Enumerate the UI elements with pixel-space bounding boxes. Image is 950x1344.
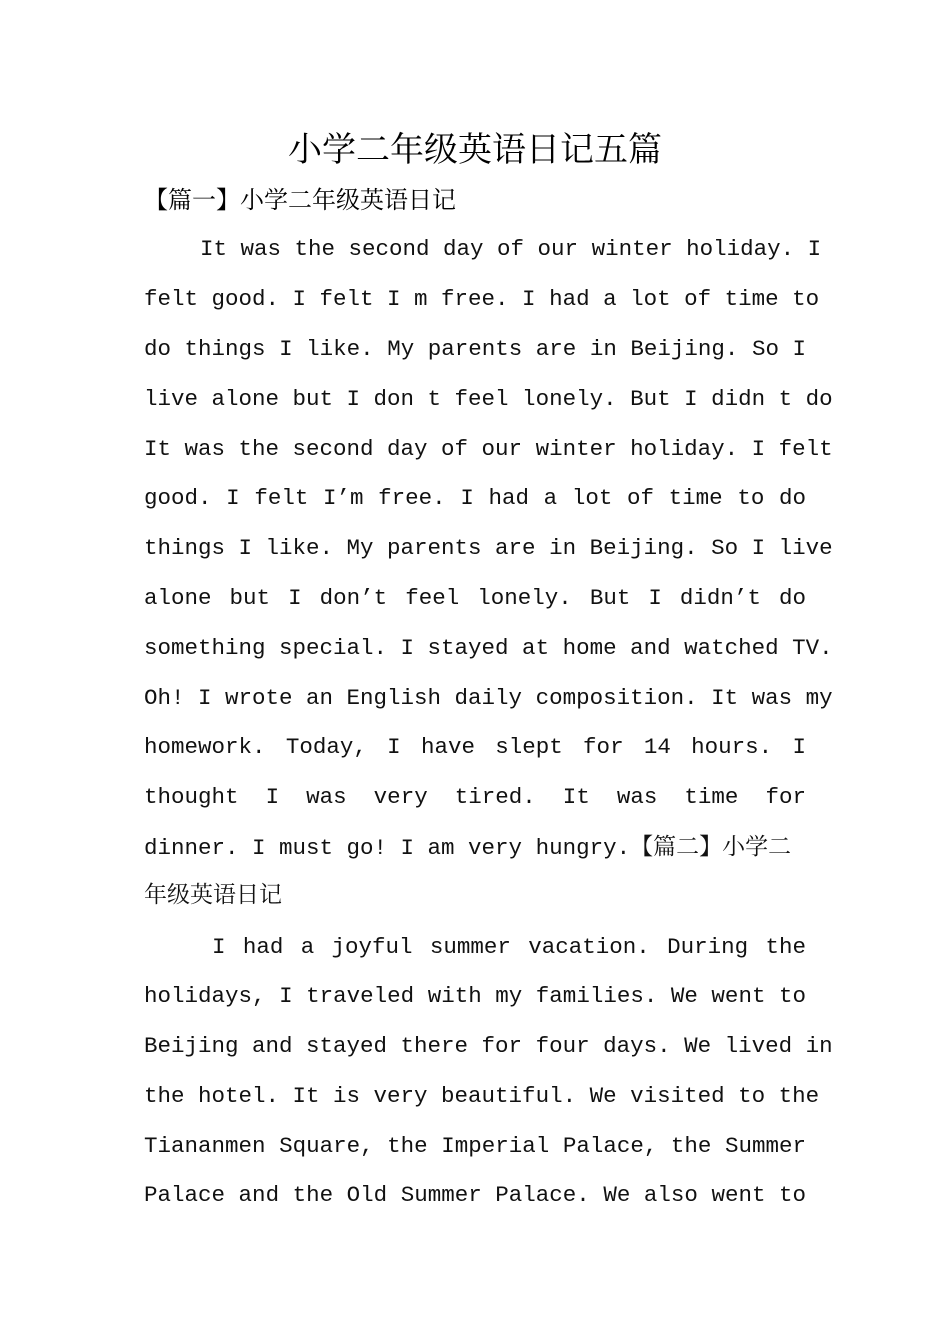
text-line-with-heading <box>144 831 791 864</box>
text-line: It was the second day of our winter holiday. I felt <box>144 436 833 462</box>
text-line: I had a joyful summer vacation. During the <box>212 934 806 960</box>
text-line: Beijing and stayed there for four days. We lived in <box>144 1033 833 1059</box>
text-line: do things I like. My parents are in Beijing. So I <box>144 336 806 362</box>
text-line: alone but I don’t feel lonely. But I didn’t do <box>144 585 806 611</box>
text-line: live alone but I don t feel lonely. But I didn t do <box>144 386 833 412</box>
text-line: something special. I stayed at home and watched TV. <box>144 635 833 661</box>
text-line: things I like. My parents are in Beijing. So I live <box>144 535 833 561</box>
text-line: dinner. I must go! I am very hungry. <box>144 835 631 861</box>
text-line: Palace and the Old Summer Palace. We also went to <box>144 1182 806 1208</box>
text-line: Oh! I wrote an English daily composition. It was my <box>144 685 833 711</box>
text-line: homework. Today, I have slept for 14 hours. I <box>144 734 806 760</box>
text-line: thought I was very tired. It was time for <box>144 784 806 810</box>
text-line: It was the second day of our winter holiday. I <box>200 236 822 262</box>
text-line: good. I felt I’m free. I had a lot of time to do <box>144 485 806 511</box>
section-heading-2-end: 年级英语日记 <box>144 882 282 908</box>
section-heading-1: 【篇一】小学二年级英语日记 <box>144 186 456 214</box>
text-line: felt good. I felt I m free. I had a lot of time to <box>144 286 820 312</box>
text-line: holidays, I traveled with my families. We went to <box>144 983 806 1009</box>
text-line: the hotel. It is very beautiful. We visited to the <box>144 1083 820 1109</box>
section-heading-2-start: 【篇二】小学二 <box>630 834 792 860</box>
document-title: 小学二年级英语日记五篇 <box>288 130 662 170</box>
text-line: Tiananmen Square, the Imperial Palace, the Summer <box>144 1133 806 1159</box>
